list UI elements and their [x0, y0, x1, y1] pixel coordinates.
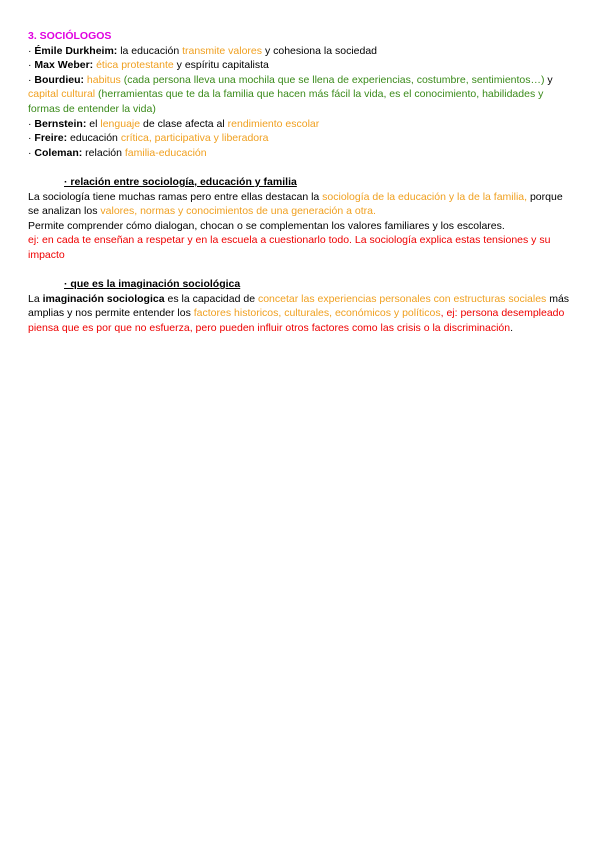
sociologist-name: Freire: — [34, 132, 68, 145]
document-content — [28, 29, 574, 335]
list-item-bourdieu: · Bourdieu: habitus (cada persona lleva una mochila que se llena de experiencias, costumbre, sentimientos…) y capital cultural (herramientas que te da la familia que hacen más fácil la vida, es el conocimiento, habilidades y formas de entender la vida) — [28, 73, 553, 115]
list-item-durkheim: · Émile Durkheim: la educación transmite valores y cohesiona la sociedad — [28, 44, 378, 57]
paragraph-imagination: La imaginación sociologica es la capacidad de concetar las experiencias personales con estructuras sociales más amplias y nos permite entender los factores historicos, culturales, económicos y políticos, ej: persona desempleado piensa que es por que no esfuerza, pero pueden influir otros factores como las crisis o la discriminación. — [28, 292, 570, 334]
list-item-freire: · Freire: educación crítica, participativa y liberadora — [28, 132, 269, 145]
paragraph-relation: La sociología tiene muchas ramas pero entre ellas destacan la sociología de la educación y la de la familia, porque se analizan los valores, normas y conocimientos de una generación a otra. — [28, 190, 563, 218]
list-item-coleman: · Coleman: relación familia-educación — [28, 146, 207, 159]
paragraph-dialogue: Permite comprender cómo dialogan, chocan o se complementan los valores familiares y los escolares. — [28, 219, 505, 232]
list-item-weber: · Max Weber: ética protestante y espíritu capitalista — [28, 59, 269, 72]
list-item-bernstein: · Bernstein: el lenguaje de clase afecta al rendimiento escolar — [28, 117, 320, 130]
spacer — [28, 263, 574, 278]
subsection-title-imagination: · que es la imaginación sociológica — [64, 278, 241, 291]
example-relation: ej: en cada te enseñan a respetar y en la escuela a cuestionarlo todo. La sociología explica estas tensiones y su impacto — [28, 234, 551, 261]
sociologist-name: Coleman: — [34, 146, 83, 159]
section-heading: 3. SOCIÓLOGOS — [28, 30, 112, 42]
sociologist-name: Bourdieu: — [34, 73, 84, 86]
sociologist-name: Max Weber: — [34, 59, 94, 72]
sociologist-name: Émile Durkheim: — [34, 44, 118, 57]
spacer — [28, 160, 574, 175]
subsection-title-relation: · relación entre sociología, educación y familia — [64, 175, 297, 188]
sociologist-name: Bernstein: — [34, 117, 87, 130]
